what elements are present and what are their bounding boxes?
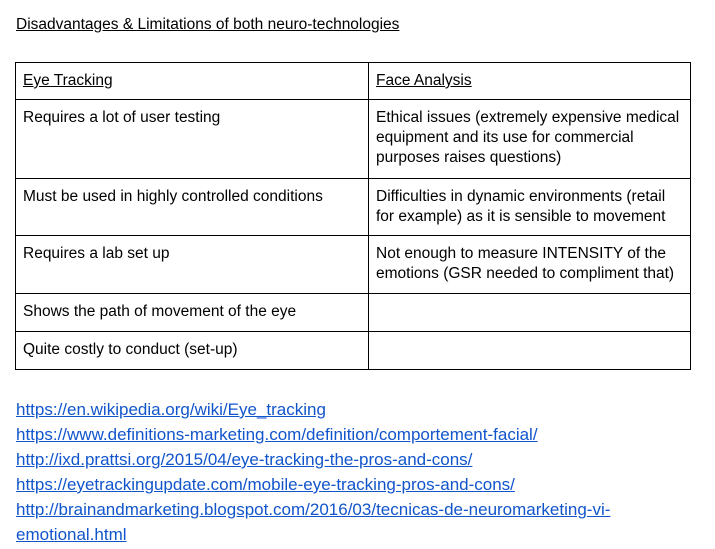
reference-link[interactable]: https://eyetrackingupdate.com/mobile-eye-tracking-pros-and-cons/ — [16, 475, 515, 494]
comparison-table — [15, 62, 691, 370]
table-row — [16, 332, 691, 370]
face-analysis-cell — [369, 332, 691, 370]
face-analysis-cell — [369, 294, 691, 332]
document-title: Disadvantages & Limitations of both neuro-technologies — [16, 16, 400, 33]
face-analysis-cell: Not enough to measure INTENSITY of the emotions (GSR needed to compliment that) — [369, 236, 691, 294]
header-face-analysis: Face Analysis — [369, 63, 691, 100]
table-header-row — [16, 63, 691, 100]
header-eye-tracking: Eye Tracking — [16, 63, 369, 100]
table-row — [16, 236, 691, 294]
reference-link[interactable]: https://en.wikipedia.org/wiki/Eye_tracking — [16, 400, 326, 419]
eye-tracking-cell: Requires a lab set up — [16, 236, 369, 294]
eye-tracking-cell: Requires a lot of user testing — [16, 100, 369, 179]
eye-tracking-cell: Quite costly to conduct (set-up) — [16, 332, 369, 370]
reference-links — [16, 397, 696, 547]
table-row — [16, 294, 691, 332]
eye-tracking-cell: Must be used in highly controlled conditions — [16, 179, 369, 236]
face-analysis-cell: Ethical issues (extremely expensive medical equipment and its use for commercial purposes raises questions) — [369, 100, 691, 179]
eye-tracking-cell: Shows the path of movement of the eye — [16, 294, 369, 332]
table-row — [16, 100, 691, 179]
face-analysis-cell: Difficulties in dynamic environments (retail for example) as it is sensible to movement — [369, 179, 691, 236]
reference-link[interactable]: http://ixd.prattsi.org/2015/04/eye-tracking-the-pros-and-cons/ — [16, 450, 473, 469]
reference-link[interactable]: http://brainandmarketing.blogspot.com/2016/03/tecnicas-de-neuromarketing-vi-emotional.html — [16, 500, 611, 544]
reference-link[interactable]: https://www.definitions-marketing.com/definition/comportement-facial/ — [16, 425, 538, 444]
table-row — [16, 179, 691, 236]
